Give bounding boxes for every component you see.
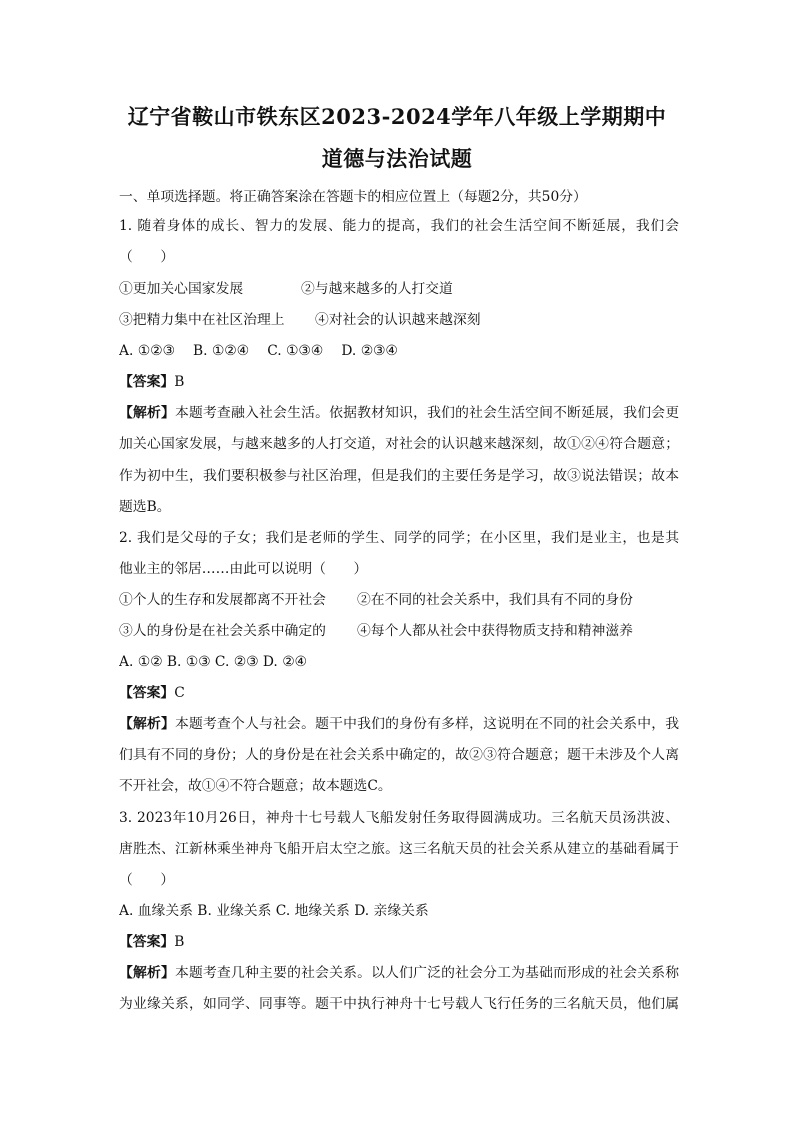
question-1-analysis-line-3: 作为初中生，我们要积极参与社区治理，但是我们的主要任务是学习，故③说法错误；故本 <box>119 468 679 484</box>
question-1-option-2: ②与越来越多的人打交道 <box>301 281 453 297</box>
section-heading: 一、单项选择题。将正确答案涂在答题卡的相应位置上（每题2分，共50分） <box>119 189 587 205</box>
question-3-stem-line-3: （ ） <box>119 872 175 888</box>
answer-value: C <box>174 685 185 701</box>
question-1-analysis-line-4: 题选B。 <box>119 499 171 515</box>
question-3-analysis-line-2: 为业缘关系，如同学、同事等。题干中执行神舟十七号载人飞行任务的三名航天员，他们属 <box>119 996 679 1012</box>
question-1-option-row-1 <box>119 279 679 299</box>
question-2-option-row-1 <box>119 590 679 610</box>
question-2-option-row-2 <box>119 621 679 641</box>
question-2-choices: A. ①② B. ①③ C. ②③ D. ②④ <box>119 654 307 670</box>
answer-value: B <box>174 934 185 950</box>
document-title: 辽宁省鞍山市铁东区2023-2024学年八年级上学期期中 <box>127 104 667 129</box>
question-1-stem-line-2: （ ） <box>119 249 175 265</box>
analysis-text: 本题考查融入社会生活。依据教材知识，我们的社会生活空间不断延展，我们会更 <box>175 405 679 421</box>
question-3-stem-line-1: 3. 2023年10月26日，神舟十七号载人飞船发射任务取得圆满成功。三名航天员汤洪波、 <box>119 810 679 826</box>
question-1-answer <box>119 372 679 392</box>
answer-tag: 【答案】 <box>119 934 175 950</box>
question-3-analysis-line-1 <box>119 963 679 983</box>
question-3-choices: A. 血缘关系 B. 业缘关系 C. 地缘关系 D. 亲缘关系 <box>119 903 429 919</box>
question-2-option-2: ②在不同的社会关系中，我们具有不同的身份 <box>357 592 633 608</box>
question-2-option-1: ①个人的生存和发展都离不开社会 <box>119 592 326 608</box>
question-2-stem-line-1: 2. 我们是父母的子女；我们是老师的学生、同学的同学；在小区里，我们是业主，也是其 <box>119 530 679 546</box>
question-3-answer <box>119 932 679 952</box>
question-1-choices: A. ①②③ B. ①②④ C. ①③④ D. ②③④ <box>119 343 398 359</box>
question-1-option-3: ③把精力集中在社区治理上 <box>119 312 285 328</box>
question-2-analysis-line-3: 不开社会，故①④不符合题意；故本题选C。 <box>119 778 392 794</box>
question-2-option-4: ④每个人都从社会中获得物质支持和精神滋养 <box>357 623 633 639</box>
question-2-stem-line-2: 他业主的邻居……由此可以说明（ ） <box>119 561 368 577</box>
analysis-text: 本题考查个人与社会。题干中我们的身份有多样，这说明在不同的社会关系中，我 <box>175 716 679 732</box>
question-1-analysis-line-2: 加关心国家发展，与越来越多的人打交道，对社会的认识越来越深刻，故①②④符合题意； <box>119 436 679 452</box>
analysis-tag: 【解析】 <box>119 405 176 421</box>
analysis-tag: 【解析】 <box>119 965 176 981</box>
answer-tag: 【答案】 <box>119 374 175 390</box>
question-2-answer <box>119 683 679 703</box>
question-2-analysis-line-2: 们具有不同的身份；人的身份是在社会关系中确定的，故②③符合题意；题干未涉及个人离 <box>119 747 679 763</box>
question-1-option-row-2 <box>119 310 679 330</box>
question-1-option-1: ①更加关心国家发展 <box>119 281 244 297</box>
document-subtitle: 道德与法治试题 <box>321 146 473 171</box>
question-2-analysis-line-1 <box>119 714 679 734</box>
question-1-stem-line-1: 1. 随着身体的成长、智力的发展、能力的提高，我们的社会生活空间不断延展，我们会 <box>119 218 679 234</box>
question-1-analysis-line-1 <box>119 403 679 423</box>
question-3-stem-line-2: 唐胜杰、江新林乘坐神舟飞船开启太空之旅。这三名航天员的社会关系从建立的基础看属于 <box>119 841 679 857</box>
answer-tag: 【答案】 <box>119 685 175 701</box>
question-1-option-4: ④对社会的认识越来越深刻 <box>315 312 481 328</box>
analysis-text: 本题考查几种主要的社会关系。以人们广泛的社会分工为基础而形成的社会关系称 <box>175 965 679 981</box>
analysis-tag: 【解析】 <box>119 716 176 732</box>
answer-value: B <box>174 374 185 390</box>
question-2-option-3: ③人的身份是在社会关系中确定的 <box>119 623 326 639</box>
